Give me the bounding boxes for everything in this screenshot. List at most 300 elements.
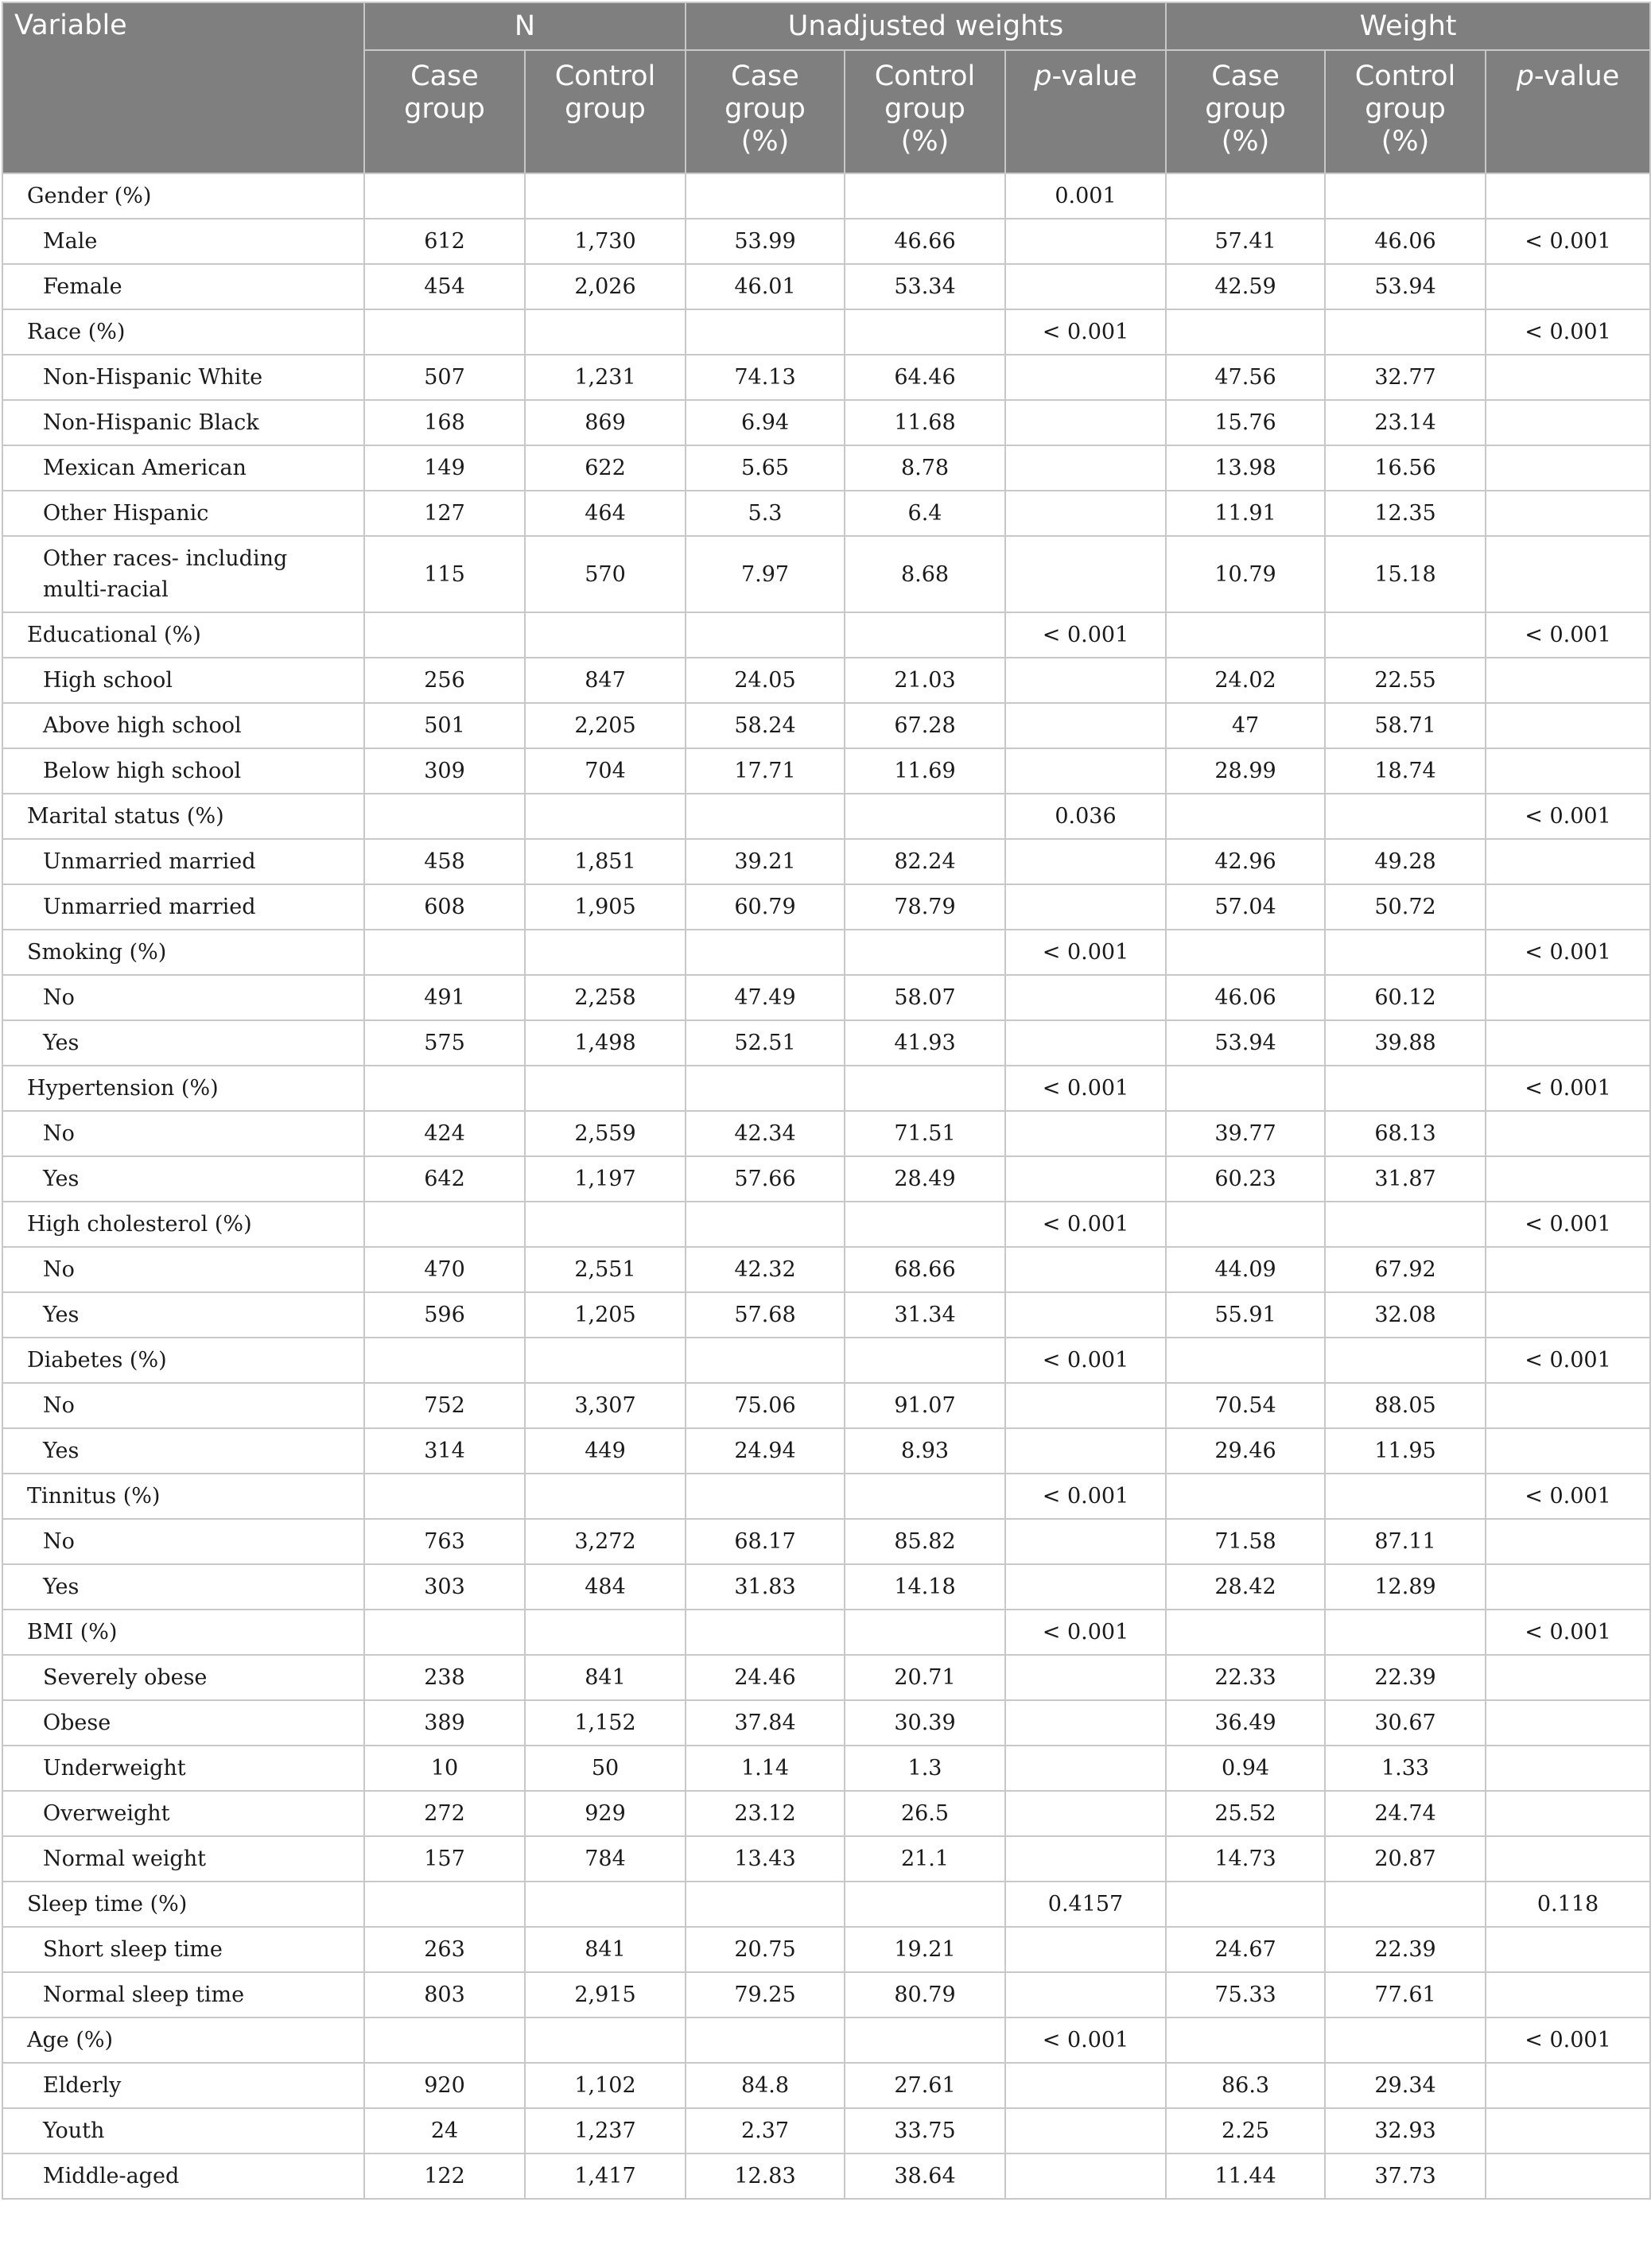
weight-control-cell: 12.35 <box>1325 491 1486 536</box>
n-case-cell: 272 <box>364 1791 525 1836</box>
weight-control-cell: 23.14 <box>1325 400 1486 445</box>
weight-case-cell: 57.04 <box>1166 884 1325 930</box>
weight-p-value-cell <box>1486 1428 1650 1474</box>
n-case-cell <box>364 1066 525 1111</box>
n-case-cell <box>364 612 525 658</box>
n-case-cell: 263 <box>364 1927 525 1972</box>
n-case-cell: 389 <box>364 1700 525 1746</box>
n-case-cell: 424 <box>364 1111 525 1156</box>
row-label: No <box>2 1111 364 1156</box>
weight-case-cell: 29.46 <box>1166 1428 1325 1474</box>
n-control-cell: 1,102 <box>525 2063 686 2108</box>
table-row <box>2 2153 1650 2199</box>
unadjusted-p-value-cell <box>1005 491 1166 536</box>
unadjusted-p-value-cell: 0.036 <box>1005 794 1166 839</box>
unadjusted-case-cell: 42.32 <box>686 1247 845 1292</box>
n-control-cell: 1,905 <box>525 884 686 930</box>
n-case-cell: 168 <box>364 400 525 445</box>
weight-case-cell: 70.54 <box>1166 1383 1325 1428</box>
unadjusted-p-value-cell <box>1005 1111 1166 1156</box>
n-case-cell: 309 <box>364 748 525 794</box>
unadjusted-p-value-cell: < 0.001 <box>1005 1066 1166 1111</box>
unadjusted-case-cell: 84.8 <box>686 2063 845 2108</box>
unadjusted-case-cell <box>686 1610 845 1655</box>
unadjusted-case-cell <box>686 612 845 658</box>
n-control-cell <box>525 1066 686 1111</box>
weight-control-cell: 29.34 <box>1325 2063 1486 2108</box>
weight-control-cell: 22.39 <box>1325 1927 1486 1972</box>
table-group-row <box>2 1066 1650 1111</box>
unadjusted-control-cell: 14.18 <box>845 1564 1005 1610</box>
weight-case-cell: 47.56 <box>1166 355 1325 400</box>
unadjusted-control-cell: 82.24 <box>845 839 1005 884</box>
table-row <box>2 1836 1650 1882</box>
weight-p-value-cell: < 0.001 <box>1486 2018 1650 2063</box>
n-case-cell <box>364 1474 525 1519</box>
weight-control-cell: 20.87 <box>1325 1836 1486 1882</box>
unadjusted-p-value-cell <box>1005 703 1166 748</box>
unadjusted-p-value-cell <box>1005 1247 1166 1292</box>
unadjusted-p-value-cell <box>1005 1746 1166 1791</box>
table-row <box>2 219 1650 264</box>
unadjusted-control-cell: 33.75 <box>845 2108 1005 2153</box>
unadjusted-case-cell: 47.49 <box>686 975 845 1020</box>
weight-p-value-cell <box>1486 1791 1650 1836</box>
n-control-cell <box>525 930 686 975</box>
header-unadjusted-control-group: Control group (%) <box>845 50 1005 173</box>
weight-case-cell <box>1166 1610 1325 1655</box>
weight-p-value-cell <box>1486 658 1650 703</box>
weight-control-cell: 37.73 <box>1325 2153 1486 2199</box>
weight-case-cell: 60.23 <box>1166 1156 1325 1202</box>
n-case-cell: 458 <box>364 839 525 884</box>
weight-case-cell: 15.76 <box>1166 400 1325 445</box>
table-group-row <box>2 1474 1650 1519</box>
table-row <box>2 658 1650 703</box>
data-table <box>2 2 1651 2200</box>
unadjusted-control-cell <box>845 1066 1005 1111</box>
weight-case-cell <box>1166 930 1325 975</box>
weight-case-cell: 36.49 <box>1166 1700 1325 1746</box>
row-label: Yes <box>2 1564 364 1610</box>
n-case-cell: 803 <box>364 1972 525 2018</box>
n-control-cell: 464 <box>525 491 686 536</box>
n-case-cell: 149 <box>364 445 525 491</box>
n-control-cell: 929 <box>525 1791 686 1836</box>
row-label: Female <box>2 264 364 309</box>
weight-case-cell: 75.33 <box>1166 1972 1325 2018</box>
unadjusted-case-cell: 17.71 <box>686 748 845 794</box>
unadjusted-p-value-cell: < 0.001 <box>1005 1610 1166 1655</box>
n-control-cell: 2,258 <box>525 975 686 1020</box>
weight-case-cell: 13.98 <box>1166 445 1325 491</box>
weight-p-value-cell <box>1486 1836 1650 1882</box>
table-row <box>2 1247 1650 1292</box>
table-row <box>2 1383 1650 1428</box>
table-row <box>2 445 1650 491</box>
table-row <box>2 1292 1650 1338</box>
row-label: Normal sleep time <box>2 1972 364 2018</box>
weight-control-cell: 68.13 <box>1325 1111 1486 1156</box>
weight-case-cell <box>1166 1202 1325 1247</box>
n-control-cell: 622 <box>525 445 686 491</box>
weight-p-value-cell <box>1486 400 1650 445</box>
unadjusted-control-cell: 41.93 <box>845 1020 1005 1066</box>
unadjusted-control-cell: 8.93 <box>845 1428 1005 1474</box>
n-control-cell: 1,231 <box>525 355 686 400</box>
table-group-row <box>2 794 1650 839</box>
n-case-cell: 491 <box>364 975 525 1020</box>
table-group-row <box>2 2018 1650 2063</box>
weight-p-value-cell: < 0.001 <box>1486 1338 1650 1383</box>
weight-control-cell <box>1325 2018 1486 2063</box>
table-row <box>2 2108 1650 2153</box>
weight-case-cell: 28.99 <box>1166 748 1325 794</box>
weight-p-value-cell: < 0.001 <box>1486 309 1650 355</box>
table-row <box>2 1428 1650 1474</box>
unadjusted-p-value-cell <box>1005 1383 1166 1428</box>
unadjusted-p-value-cell <box>1005 975 1166 1020</box>
weight-control-cell: 1.33 <box>1325 1746 1486 1791</box>
weight-control-cell: 39.88 <box>1325 1020 1486 1066</box>
weight-p-value-cell <box>1486 1746 1650 1791</box>
unadjusted-control-cell: 68.66 <box>845 1247 1005 1292</box>
weight-case-cell: 42.96 <box>1166 839 1325 884</box>
weight-control-cell: 11.95 <box>1325 1428 1486 1474</box>
unadjusted-p-value-cell <box>1005 1927 1166 1972</box>
weight-control-cell: 49.28 <box>1325 839 1486 884</box>
n-case-cell: 115 <box>364 536 525 612</box>
weight-p-value-cell: < 0.001 <box>1486 612 1650 658</box>
unadjusted-case-cell <box>686 309 845 355</box>
row-label: Hypertension (%) <box>2 1066 364 1111</box>
row-label: Youth <box>2 2108 364 2153</box>
weight-control-cell: 77.61 <box>1325 1972 1486 2018</box>
weight-control-cell: 67.92 <box>1325 1247 1486 1292</box>
weight-case-cell: 86.3 <box>1166 2063 1325 2108</box>
weight-control-cell: 18.74 <box>1325 748 1486 794</box>
unadjusted-p-value-cell <box>1005 748 1166 794</box>
weight-control-cell <box>1325 1066 1486 1111</box>
table-group-row <box>2 1610 1650 1655</box>
weight-control-cell: 22.55 <box>1325 658 1486 703</box>
row-label: Yes <box>2 1292 364 1338</box>
header-weight-control-group: Control group (%) <box>1325 50 1486 173</box>
unadjusted-case-cell: 24.46 <box>686 1655 845 1700</box>
unadjusted-case-cell: 57.66 <box>686 1156 845 1202</box>
row-label: Short sleep time <box>2 1927 364 1972</box>
n-case-cell <box>364 1338 525 1383</box>
weight-control-cell: 30.67 <box>1325 1700 1486 1746</box>
row-label: No <box>2 1247 364 1292</box>
row-label: Male <box>2 219 364 264</box>
header-variable: Variable <box>2 2 364 173</box>
unadjusted-control-cell: 1.3 <box>845 1746 1005 1791</box>
weight-control-cell: 32.93 <box>1325 2108 1486 2153</box>
row-label: Non-Hispanic White <box>2 355 364 400</box>
unadjusted-case-cell: 46.01 <box>686 264 845 309</box>
weight-control-cell: 58.71 <box>1325 703 1486 748</box>
weight-case-cell: 0.94 <box>1166 1746 1325 1791</box>
n-control-cell: 1,205 <box>525 1292 686 1338</box>
row-label: Other races- including multi-racial <box>2 536 364 612</box>
row-label: Yes <box>2 1428 364 1474</box>
n-control-cell <box>525 1338 686 1383</box>
unadjusted-p-value-cell <box>1005 445 1166 491</box>
table-row <box>2 491 1650 536</box>
unadjusted-p-value-cell: < 0.001 <box>1005 309 1166 355</box>
n-case-cell: 763 <box>364 1519 525 1564</box>
row-label: Obese <box>2 1700 364 1746</box>
unadjusted-control-cell: 6.4 <box>845 491 1005 536</box>
row-label: Smoking (%) <box>2 930 364 975</box>
unadjusted-control-cell: 8.78 <box>845 445 1005 491</box>
unadjusted-control-cell <box>845 1610 1005 1655</box>
n-control-cell: 784 <box>525 1836 686 1882</box>
unadjusted-case-cell: 53.99 <box>686 219 845 264</box>
unadjusted-case-cell: 57.68 <box>686 1292 845 1338</box>
weight-p-value-cell <box>1486 536 1650 612</box>
n-case-cell: 575 <box>364 1020 525 1066</box>
row-label: High school <box>2 658 364 703</box>
unadjusted-control-cell <box>845 309 1005 355</box>
weight-p-value-cell: < 0.001 <box>1486 794 1650 839</box>
unadjusted-control-cell <box>845 1338 1005 1383</box>
unadjusted-control-cell: 8.68 <box>845 536 1005 612</box>
n-case-cell: 612 <box>364 219 525 264</box>
unadjusted-control-cell: 21.03 <box>845 658 1005 703</box>
unadjusted-control-cell: 21.1 <box>845 1836 1005 1882</box>
unadjusted-control-cell: 11.68 <box>845 400 1005 445</box>
weight-case-cell: 11.91 <box>1166 491 1325 536</box>
n-control-cell: 2,205 <box>525 703 686 748</box>
unadjusted-p-value-cell <box>1005 1655 1166 1700</box>
weight-case-cell: 24.02 <box>1166 658 1325 703</box>
unadjusted-case-cell: 68.17 <box>686 1519 845 1564</box>
row-label: Educational (%) <box>2 612 364 658</box>
n-control-cell: 1,498 <box>525 1020 686 1066</box>
weight-case-cell: 39.77 <box>1166 1111 1325 1156</box>
unadjusted-p-value-cell <box>1005 2153 1166 2199</box>
unadjusted-control-cell <box>845 2018 1005 2063</box>
table-body <box>2 173 1650 2199</box>
weight-case-cell: 11.44 <box>1166 2153 1325 2199</box>
table-row <box>2 1927 1650 1972</box>
weight-p-value-cell <box>1486 2153 1650 2199</box>
weight-p-value-cell <box>1486 2108 1650 2153</box>
weight-p-value-cell: < 0.001 <box>1486 1066 1650 1111</box>
weight-control-cell: 12.89 <box>1325 1564 1486 1610</box>
n-case-cell: 752 <box>364 1383 525 1428</box>
n-control-cell: 841 <box>525 1927 686 1972</box>
unadjusted-case-cell: 12.83 <box>686 2153 845 2199</box>
unadjusted-control-cell <box>845 1202 1005 1247</box>
n-control-cell: 869 <box>525 400 686 445</box>
n-control-cell <box>525 1202 686 1247</box>
unadjusted-control-cell: 19.21 <box>845 1927 1005 1972</box>
unadjusted-p-value-cell <box>1005 1156 1166 1202</box>
weight-control-cell: 87.11 <box>1325 1519 1486 1564</box>
n-control-cell <box>525 1474 686 1519</box>
unadjusted-case-cell: 23.12 <box>686 1791 845 1836</box>
weight-case-cell: 47 <box>1166 703 1325 748</box>
weight-control-cell: 22.39 <box>1325 1655 1486 1700</box>
weight-control-cell <box>1325 309 1486 355</box>
unadjusted-case-cell: 60.79 <box>686 884 845 930</box>
unadjusted-control-cell: 26.5 <box>845 1791 1005 1836</box>
unadjusted-control-cell: 38.64 <box>845 2153 1005 2199</box>
unadjusted-case-cell: 2.37 <box>686 2108 845 2153</box>
weight-p-value-cell <box>1486 884 1650 930</box>
header-n-case-group: Case group <box>364 50 525 173</box>
weight-case-cell <box>1166 612 1325 658</box>
unadjusted-p-value-cell: 0.4157 <box>1005 1882 1166 1927</box>
table-row <box>2 1020 1650 1066</box>
weight-control-cell <box>1325 930 1486 975</box>
unadjusted-p-value-cell <box>1005 1836 1166 1882</box>
n-case-cell <box>364 930 525 975</box>
weight-case-cell: 2.25 <box>1166 2108 1325 2153</box>
weight-control-cell: 16.56 <box>1325 445 1486 491</box>
table-header <box>2 2 1650 173</box>
weight-case-cell <box>1166 794 1325 839</box>
unadjusted-case-cell <box>686 930 845 975</box>
n-control-cell: 1,730 <box>525 219 686 264</box>
weight-p-value-cell <box>1486 1927 1650 1972</box>
unadjusted-p-value-cell: < 0.001 <box>1005 612 1166 658</box>
n-case-cell: 303 <box>364 1564 525 1610</box>
unadjusted-case-cell: 52.51 <box>686 1020 845 1066</box>
n-case-cell <box>364 173 525 219</box>
n-case-cell: 454 <box>364 264 525 309</box>
weight-case-cell: 28.42 <box>1166 1564 1325 1610</box>
n-control-cell: 2,559 <box>525 1111 686 1156</box>
row-label: Middle-aged <box>2 2153 364 2199</box>
table-row <box>2 1655 1650 1700</box>
row-label: Mexican American <box>2 445 364 491</box>
n-control-cell <box>525 1610 686 1655</box>
unadjusted-control-cell <box>845 794 1005 839</box>
n-case-cell: 642 <box>364 1156 525 1202</box>
weight-control-cell <box>1325 1338 1486 1383</box>
n-control-cell: 50 <box>525 1746 686 1791</box>
header-unadjusted-p-value: p-value <box>1005 50 1166 173</box>
weight-p-value-cell <box>1486 1292 1650 1338</box>
unadjusted-control-cell <box>845 1474 1005 1519</box>
n-case-cell: 127 <box>364 491 525 536</box>
weight-p-value-cell <box>1486 445 1650 491</box>
unadjusted-p-value-cell <box>1005 1972 1166 2018</box>
unadjusted-case-cell: 75.06 <box>686 1383 845 1428</box>
n-control-cell: 484 <box>525 1564 686 1610</box>
weight-control-cell <box>1325 612 1486 658</box>
weight-p-value-cell: < 0.001 <box>1486 1610 1650 1655</box>
n-control-cell: 1,197 <box>525 1156 686 1202</box>
weight-control-cell <box>1325 1882 1486 1927</box>
row-label: High cholesterol (%) <box>2 1202 364 1247</box>
n-case-cell: 507 <box>364 355 525 400</box>
unadjusted-p-value-cell <box>1005 264 1166 309</box>
weight-control-cell <box>1325 794 1486 839</box>
row-label: BMI (%) <box>2 1610 364 1655</box>
weight-p-value-cell <box>1486 1247 1650 1292</box>
unadjusted-control-cell: 53.34 <box>845 264 1005 309</box>
unadjusted-control-cell: 27.61 <box>845 2063 1005 2108</box>
unadjusted-case-cell <box>686 1338 845 1383</box>
unadjusted-control-cell: 11.69 <box>845 748 1005 794</box>
row-label: Gender (%) <box>2 173 364 219</box>
header-n-control-group: Control group <box>525 50 686 173</box>
table-row <box>2 1700 1650 1746</box>
n-case-cell <box>364 1882 525 1927</box>
unadjusted-control-cell: 85.82 <box>845 1519 1005 1564</box>
n-control-cell: 570 <box>525 536 686 612</box>
unadjusted-control-cell: 78.79 <box>845 884 1005 930</box>
row-label: Yes <box>2 1156 364 1202</box>
weight-p-value-cell: < 0.001 <box>1486 1474 1650 1519</box>
weight-p-value-cell <box>1486 2063 1650 2108</box>
weight-p-value-cell <box>1486 839 1650 884</box>
weight-p-value-cell: < 0.001 <box>1486 1202 1650 1247</box>
weight-p-value-cell <box>1486 975 1650 1020</box>
table-row <box>2 839 1650 884</box>
unadjusted-case-cell: 42.34 <box>686 1111 845 1156</box>
weight-case-cell: 14.73 <box>1166 1836 1325 1882</box>
weight-p-value-cell <box>1486 1519 1650 1564</box>
weight-control-cell <box>1325 1610 1486 1655</box>
unadjusted-case-cell <box>686 2018 845 2063</box>
n-control-cell: 1,152 <box>525 1700 686 1746</box>
row-label: Sleep time (%) <box>2 1882 364 1927</box>
row-label: Other Hispanic <box>2 491 364 536</box>
weight-control-cell: 46.06 <box>1325 219 1486 264</box>
table-row <box>2 884 1650 930</box>
table-group-row <box>2 930 1650 975</box>
n-control-cell: 3,307 <box>525 1383 686 1428</box>
unadjusted-p-value-cell: < 0.001 <box>1005 2018 1166 2063</box>
row-label: Underweight <box>2 1746 364 1791</box>
weight-case-cell: 44.09 <box>1166 1247 1325 1292</box>
n-case-cell: 608 <box>364 884 525 930</box>
n-control-cell: 1,237 <box>525 2108 686 2153</box>
unadjusted-case-cell: 20.75 <box>686 1927 845 1972</box>
row-label: Diabetes (%) <box>2 1338 364 1383</box>
unadjusted-control-cell: 20.71 <box>845 1655 1005 1700</box>
row-label: Unmarried married <box>2 884 364 930</box>
table-group-row <box>2 1202 1650 1247</box>
unadjusted-case-cell: 5.65 <box>686 445 845 491</box>
row-label: Tinnitus (%) <box>2 1474 364 1519</box>
unadjusted-case-cell: 79.25 <box>686 1972 845 2018</box>
row-label: Yes <box>2 1020 364 1066</box>
table-row <box>2 1791 1650 1836</box>
weight-case-cell <box>1166 1338 1325 1383</box>
weight-p-value-cell <box>1486 1383 1650 1428</box>
unadjusted-p-value-cell <box>1005 1791 1166 1836</box>
unadjusted-case-cell: 13.43 <box>686 1836 845 1882</box>
row-label: No <box>2 1383 364 1428</box>
n-case-cell: 24 <box>364 2108 525 2153</box>
row-label: Above high school <box>2 703 364 748</box>
unadjusted-case-cell <box>686 794 845 839</box>
weight-p-value-cell <box>1486 1111 1650 1156</box>
unadjusted-control-cell: 31.34 <box>845 1292 1005 1338</box>
table-row <box>2 355 1650 400</box>
unadjusted-p-value-cell <box>1005 355 1166 400</box>
unadjusted-case-cell: 37.84 <box>686 1700 845 1746</box>
unadjusted-p-value-cell <box>1005 658 1166 703</box>
table-row <box>2 1111 1650 1156</box>
